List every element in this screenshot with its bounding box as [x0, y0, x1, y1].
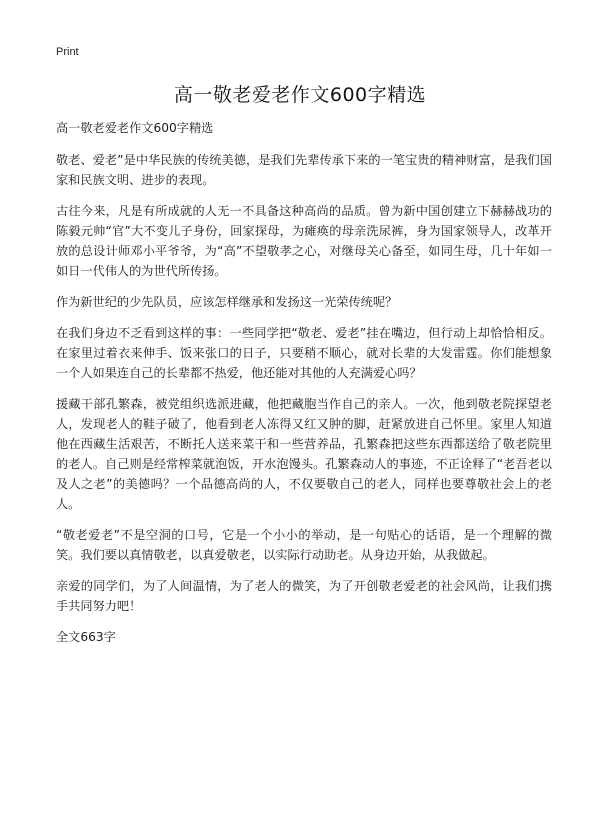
- paragraph-1: 敬老、爱老”是中华民族的传统美德，是我们先辈传承下来的一笔宝贵的精神财富，是我们国家和民族文明、进步的表现。: [56, 153, 552, 187]
- paragraph-2: 古往今来，凡是有所成就的人无一不具备这种高尚的品质。曾为新中国创建立下赫赫战功的陈毅元帅“官”大不变儿子身份，回家探母，为瘫痪的母亲洗尿裤，身为国家领导人，改革开放的总设计师邓小平爷爷，为“高”不望敬孝之心，对继母关心备至，如同生母，几十年如一如日一代伟人的为世代所传扬。: [56, 204, 552, 278]
- page-title: 高一敬老爱老作文600字精选: [173, 84, 427, 106]
- print-link[interactable]: Print: [56, 46, 79, 58]
- article-subtitle: 高一敬老爱老作文600字精选: [56, 121, 214, 135]
- paragraph-6: “敬老爱老”不是空洞的口号，它是一个小小的举动，是一句贴心的话语，是一个理解的微笑。我们要以真情敬老，以真爱敬老，以实际行动助老。从身边开始，从我做起。: [56, 528, 552, 562]
- article-body: [56, 118, 552, 658]
- paragraph-4: 在我们身边不乏看到这样的事：一些同学把“敬老、爱老”挂在嘴边，但行动上却恰恰相反。在家里过着衣来伸手、饭来张口的日子，只要稍不顺心，就对长辈的大发雷霆。你们能想象一个人如果连自己的长辈都不热爱，他还能对其他的人充满爱心吗？: [56, 326, 552, 380]
- word-count: 全文663字: [56, 630, 116, 644]
- paragraph-5: 援藏干部孔繁森，被党组织选派进藏，他把藏胞当作自己的亲人。一次，他到敬老院探望老人，发现老人的鞋子破了，他看到老人冻得又红又肿的脚，赶紧放进自己怀里。家里人知道他在西藏生活艰苦，不断托人送来菜干和一些营养品，孔繁森把这些东西都送给了敬老院里的老人。自己则是经常榨菜就泡饭，开水泡馒头。孔繁森动人的事迹，不正诠释了“老吾老以及人之老”的美德吗？一个品德高尚的人，不仅要敬自己的老人，同样也要尊敬社会上的老人。: [56, 397, 552, 511]
- paragraph-7: 亲爱的同学们，为了人间温情，为了老人的微笑，为了开创敬老爱老的社会风尚，让我们携手共同努力吧！: [56, 579, 552, 613]
- paragraph-3: 作为新世纪的少先队员，应该怎样继承和发扬这一光荣传统呢？: [56, 295, 398, 309]
